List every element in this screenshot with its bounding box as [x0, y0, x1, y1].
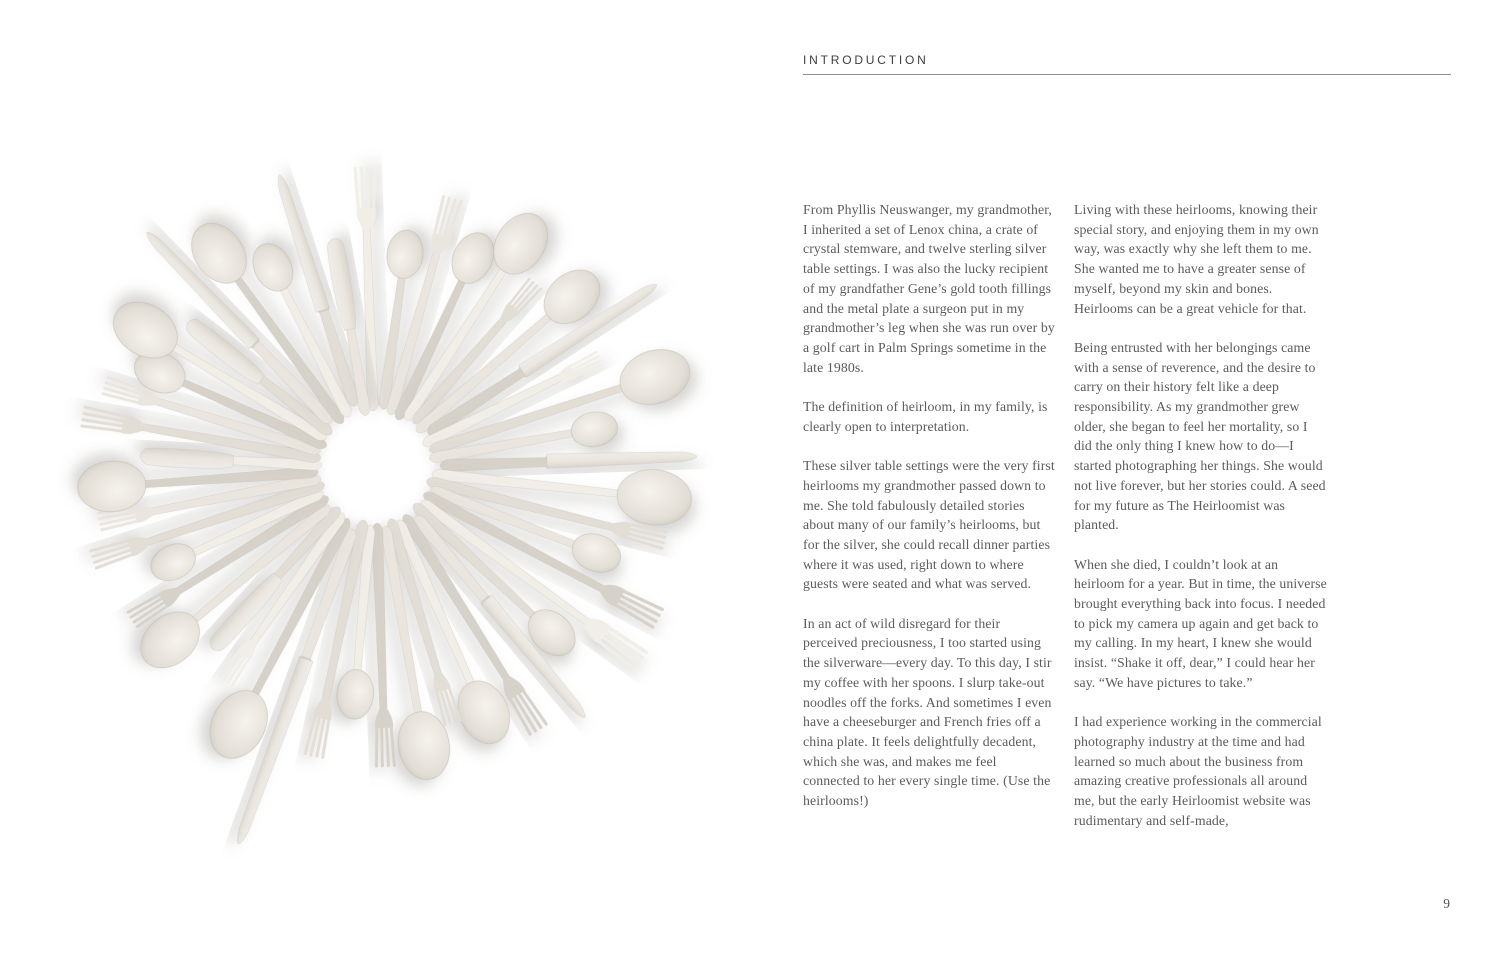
- paragraph: In an act of wild disregard for their perceived preciousness, I too started using the silverware—every day. To this day, I stir my coffee with her spoons. I slurp take-out noodles off the forks. And sometimes I even have a cheeseburger and French fries off a china plate. It feels delightfully decadent, which she was, and makes me feel connected to her every single time. (Use the heirlooms!): [803, 615, 1052, 809]
- text-column-left: [803, 200, 1056, 850]
- silverware-illustration: [0, 48, 795, 888]
- paragraph: These silver table settings were the very first heirlooms my grandmother passed down to me. She told fabulously detailed stories about many of our family’s heirlooms, but for the silver, she could recall dinner parties where it was used, right down to where guests were seated and what was served.: [803, 458, 1055, 592]
- page-number: 9: [1443, 896, 1450, 911]
- paragraph: When she died, I couldn’t look at an heirloom for a year. But in time, the universe brought everything back into focus. I needed to pick my camera up again and get back to my calling. In my heart, I knew she would insist. “Shake it off, dear,” I could hear her say. “We have pictures to take.”: [1074, 556, 1327, 690]
- paragraph: From Phyllis Neuswanger, my grandmother, I inherited a set of Lenox china, a crate of crystal stemware, and twelve sterling silver table settings. I was also the lucky recipient of my grandfather Gene’s gold tooth fillings and the metal plate a surgeon put in my grandmother’s leg when she was run over by a golf cart in Palm Springs sometime in the late 1980s.: [803, 202, 1055, 375]
- paragraph: The definition of heirloom, in my family, is clearly open to interpretation.: [803, 399, 1048, 434]
- paragraph: Being entrusted with her belongings came with a sense of reverence, and the desire to carry on their history felt like a deep responsibility. As my grandmother grew older, she began to feel her mortality, so I did the only thing I knew how to do—I started photographing her things. She would not live forever, but her stories could. A seed for my future as The Heirloomist was planted.: [1074, 339, 1326, 533]
- body-text: [803, 200, 1327, 850]
- running-head: [803, 53, 1451, 75]
- paragraph: I had experience working in the commercial photography industry at the time and had learned so much about the business from amazing creative professionals all around me, but the early Heirloomist website was rudimentary and self-made,: [1074, 714, 1322, 828]
- silverware-starburst-photo: [0, 48, 795, 888]
- header-rule: [803, 74, 1451, 75]
- paragraph: Living with these heirlooms, knowing their special story, and enjoying them in my own way, was exactly why she left them to me. She wanted me to have a greater sense of myself, beyond my skin and bones. Heirlooms can be a great vehicle for that.: [1074, 202, 1319, 316]
- text-column-right: [1074, 200, 1327, 850]
- section-title: INTRODUCTION: [803, 53, 929, 67]
